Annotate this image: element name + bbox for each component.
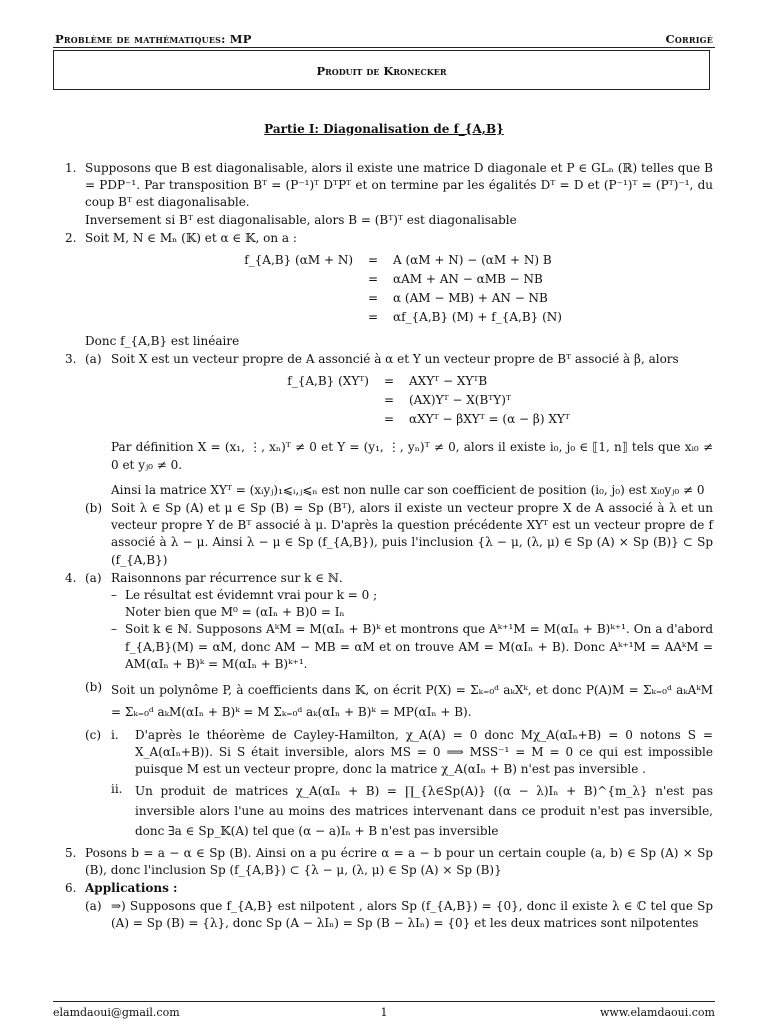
equals-sign: = xyxy=(383,412,395,427)
paragraph: Soit un polynôme P, à coefficients dans 𝕂, on écrit P(X) = Σₖ₌₀ᵈ aₖXᵏ, et donc P(A)M = Σₖ₌₀ᵈ aₖAᵏM = Σₖ₌₀ᵈ aₖM(αIₙ + B)ᵏ = M Σₖ₌₀ᵈ aₖ(αIₙ + B)ᵏ = MP(αIₙ + B). xyxy=(111,683,713,720)
title-box xyxy=(53,50,710,90)
equation-lhs xyxy=(85,270,365,289)
equation-row xyxy=(111,410,713,429)
paragraph: Posons b = a − α ∈ Sp (B). Ainsi on a pu écrire α = a − b pour un certain couple (a, b) ∈ Sp (A) × Sp (B), donc l'inclusion Sp (f_{A,B}) ⊂ {λ − μ, (λ, μ) ∈ Sp (A) × Sp (B)} xyxy=(85,845,713,877)
question-number: 5. xyxy=(65,845,77,860)
equation-row xyxy=(111,391,713,410)
subquestion-4c-ii xyxy=(111,781,713,841)
equation-lhs xyxy=(111,391,381,410)
paragraph: Donc f_{A,B} est linéaire xyxy=(85,334,240,349)
paragraph: Raisonnons par récurrence sur k ∈ ℕ. xyxy=(111,570,343,585)
paragraph: Ainsi la matrice XYᵀ = (xᵢyⱼ)₁⩽ᵢ,ⱼ⩽ₙ est non nulle car son coefficient de position (i₀, j₀) est xᵢ₀yⱼ₀ ≠ 0 xyxy=(111,482,705,497)
equation-rhs: (AX)Yᵀ − X(BᵀY)ᵀ xyxy=(409,393,511,408)
question-2 xyxy=(65,230,713,350)
paragraph: Soit M, N ∈ Mₙ (𝕂) et α ∈ 𝕂, on a : xyxy=(85,230,297,245)
question-number: 3. xyxy=(65,352,77,367)
footer-email: elamdaoui@gmail.com xyxy=(53,1006,180,1019)
subquestion-3a xyxy=(85,351,713,499)
subquestion-3b xyxy=(85,500,713,569)
question-5 xyxy=(65,845,713,879)
part-title: Partie I: Diagonalisation de f_{A,B} xyxy=(264,122,504,136)
page-number: 1 xyxy=(380,1006,388,1019)
document-body xyxy=(65,160,713,934)
equation-row xyxy=(85,251,713,270)
header-rule xyxy=(53,47,715,48)
equals-sign: = xyxy=(383,393,395,408)
running-header xyxy=(55,32,713,48)
question-3 xyxy=(65,351,713,569)
subquestion-label: ii. xyxy=(111,781,123,796)
subquestion-6a xyxy=(85,898,713,932)
question-6 xyxy=(65,880,713,933)
equation-row xyxy=(111,372,713,391)
paragraph: Soit k ∈ ℕ. Supposons AᵏM = M(αIₙ + B)ᵏ et montrons que Aᵏ⁺¹M = M(αIₙ + B)ᵏ⁺¹. On a d'abord f_{A,B}(M) = αM, donc AM − MB = αM et on trouve AM = M(αIₙ + B). Donc Aᵏ⁺¹M = AAᵏM = AM(αIₙ + B)ᵏ = M(αIₙ + B)ᵏ⁺¹. xyxy=(125,622,713,671)
equation-rhs: α (AM − MB) + AN − NB xyxy=(393,291,548,306)
equation-lhs xyxy=(85,289,365,308)
equation-rhs: A (αM + N) − (αM + N) B xyxy=(393,253,552,268)
equation-lhs xyxy=(85,308,365,327)
subquestion-label: (a) xyxy=(85,570,102,585)
equals-sign: = xyxy=(367,291,379,306)
question-number: 2. xyxy=(65,230,77,245)
paragraph: D'après le théorème de Cayley-Hamilton, χ_A(A) = 0 donc Mχ_A(αIₙ+B) = 0 notons S = X_A(αIₙ+B)). Si S était inversible, alors MS = 0 ⟹ MSS⁻¹ = M = 0 ce qui est impossible puisque M est un vecteur propre, donc la matrice χ_A(αIₙ + B) n'est pas inversible . xyxy=(135,728,713,777)
subquestion-4c-i xyxy=(111,727,713,779)
equation-rhs: AXYᵀ − XYᵀB xyxy=(409,374,488,389)
equals-sign: = xyxy=(367,310,379,325)
paragraph: Par définition X = (x₁, ⋮, xₙ)ᵀ ≠ 0 et Y = (y₁, ⋮, yₙ)ᵀ ≠ 0, alors il existe i₀, j₀ ∈ ⟦1, n⟧ tels que xᵢ₀ ≠ 0 et yⱼ₀ ≠ 0. xyxy=(111,440,713,472)
document-title: Produit de Kronecker xyxy=(316,64,447,78)
subquestion-label: (b) xyxy=(85,680,103,695)
question-1 xyxy=(65,160,713,229)
paragraph: Un produit de matrices χ_A(αIₙ + B) = ∏_{λ∈Sp(A)} ((α − λ)Iₙ + B)^{m_λ} n'est pas inversible alors l'une au moins des matrices intervenant dans ce produit n'est pas inversible, donc ∃a ∈ Sp_𝕂(A) tel que (α − a)Iₙ + B n'est pas inversible xyxy=(135,783,713,838)
paragraph: Soit λ ∈ Sp (A) et μ ∈ Sp (B) = Sp (Bᵀ), alors il existe un vecteur propre X de A associé à λ et un vecteur propre Y de Bᵀ associé à μ. D'après la question précédente XYᵀ est un vecteur propre de f associé à λ − μ. Ainsi λ − μ ∈ Sp (f_{A,B}), puis l'inclusion {λ − μ, (λ, μ) ∈ Sp (A) × Sp (B)} ⊂ Sp (f_{A,B}) xyxy=(111,501,713,567)
equation-lhs: f_{A,B} (αM + N) xyxy=(244,253,353,268)
equation-rhs: αAM + AN − αMB − NB xyxy=(393,272,543,287)
list-item xyxy=(111,621,713,673)
dash-bullet: – xyxy=(111,622,117,637)
equals-sign: = xyxy=(367,253,379,268)
header-type: Corrigé xyxy=(665,32,713,46)
footer-website: www.elamdaoui.com xyxy=(600,1006,715,1019)
equation-array xyxy=(111,372,713,429)
question-number: 1. xyxy=(65,161,77,175)
question-4 xyxy=(65,570,713,841)
subquestion-4a xyxy=(85,570,713,673)
question-number: 4. xyxy=(65,570,77,585)
section-heading: Applications : xyxy=(85,881,178,896)
equation-row xyxy=(85,308,713,327)
subquestion-4c xyxy=(85,727,713,841)
subquestion-label: i. xyxy=(111,728,119,743)
paragraph: ⇒) Supposons que f_{A,B} est nilpotent , alors Sp (f_{A,B}) = {0}, donc il existe λ ∈ ℂ tel que Sp (A) = Sp (B) = {λ}, donc Sp (A − λIₙ) = Sp (B − λIₙ) = {0} et les deux matrices sont nilpotentes xyxy=(111,899,713,931)
page-footer xyxy=(53,1001,715,1020)
equation-rhs: αf_{A,B} (M) + f_{A,B} (N) xyxy=(393,310,562,325)
equation-lhs xyxy=(111,410,381,429)
subquestion-label: (a) xyxy=(85,352,102,367)
equation-row xyxy=(85,289,713,308)
question-number: 6. xyxy=(65,881,77,896)
subquestion-label: (b) xyxy=(85,501,103,516)
dash-bullet: – xyxy=(111,588,117,603)
equation-array xyxy=(85,251,713,327)
subquestion-4b xyxy=(85,679,713,723)
header-subject: Problème de mathématiques: MP xyxy=(55,32,252,46)
paragraph: Noter bien que M⁰ = (αIₙ + B)0 = Iₙ xyxy=(125,605,345,620)
equals-sign: = xyxy=(367,272,379,287)
paragraph: Le résultat est évidemnt vrai pour k = 0 ; xyxy=(125,588,378,603)
equation-lhs: f_{A,B} (XYᵀ) xyxy=(287,374,369,389)
paragraph: Soit X est un vecteur propre de A assoncié à α et Y un vecteur propre de Bᵀ associé à β, alors xyxy=(111,352,679,367)
subquestion-label: (c) xyxy=(85,728,102,743)
paragraph: Inversement si Bᵀ est diagonalisable, alors B = (Bᵀ)ᵀ est diagonalisable xyxy=(85,212,517,227)
equals-sign: = xyxy=(383,374,395,389)
equation-rhs: αXYᵀ − βXYᵀ = (α − β) XYᵀ xyxy=(409,412,570,427)
equation-row xyxy=(85,270,713,289)
paragraph: Supposons que B est diagonalisable, alors il existe une matrice D diagonale et P ∈ GLₙ (ℝ) telles que B = PDP⁻¹. Par transposition Bᵀ = (P⁻¹)ᵀ DᵀPᵀ et on termine par les égalités Dᵀ = D et (P⁻¹)ᵀ = (Pᵀ)⁻¹, du coup Bᵀ est diagonalisable. xyxy=(85,161,713,210)
subquestion-label: (a) xyxy=(85,899,102,914)
list-item xyxy=(111,587,713,621)
